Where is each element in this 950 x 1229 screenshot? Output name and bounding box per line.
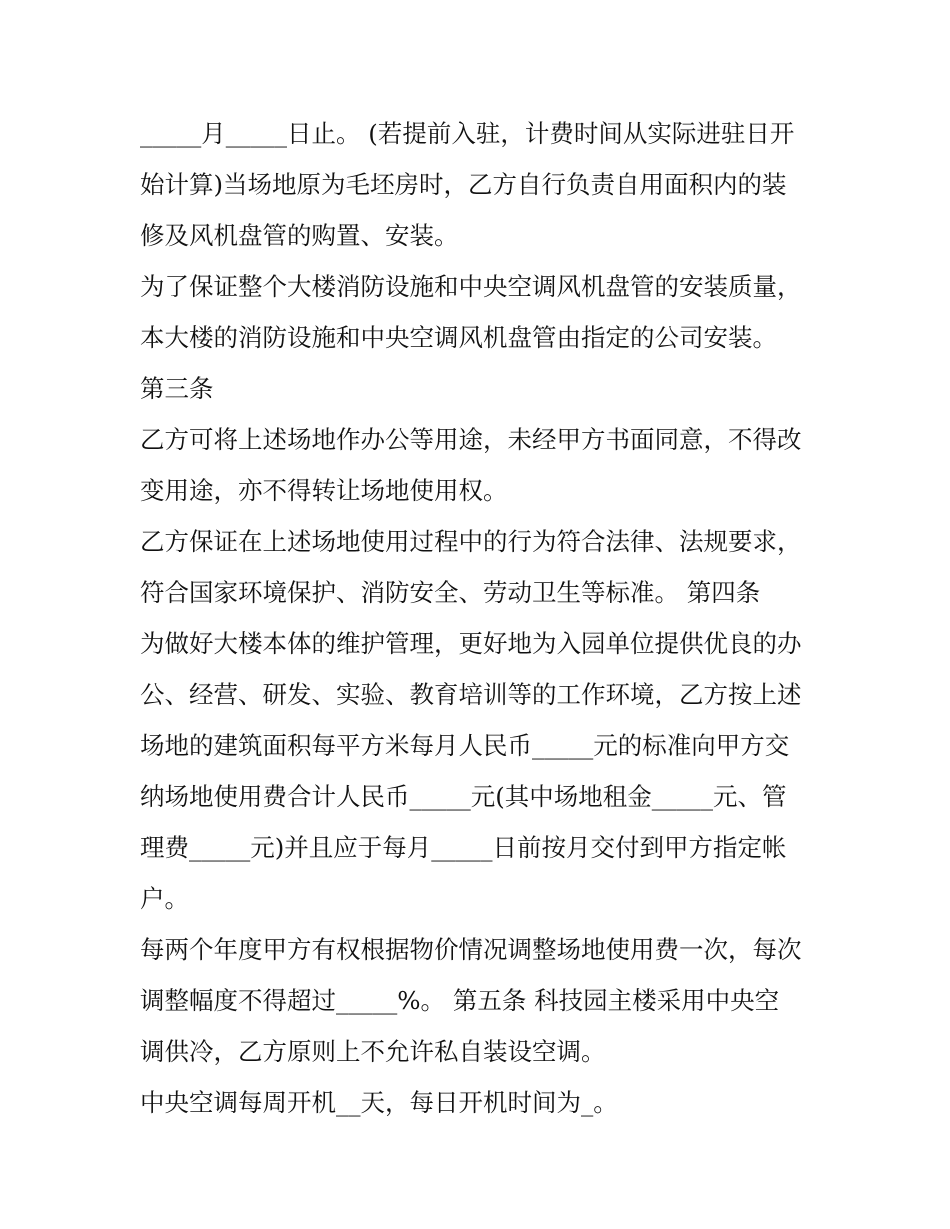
text-line: 乙方保证在上述场地使用过程中的行为符合法律、法规要求， xyxy=(140,527,802,556)
text-line: 为了保证整个大楼消防设施和中央空调风机盘管的安装质量， xyxy=(140,272,802,301)
text-line: 调整幅度不得超过_____%。 第五条 科技园主楼采用中央空 xyxy=(140,986,780,1015)
text-line: 变用途，亦不得转让场地使用权。 xyxy=(140,476,508,505)
text-line: 纳场地使用费合计人民币_____元(其中场地租金_____元、管 xyxy=(140,782,787,811)
text-line: 符合国家环境保护、消防安全、劳动卫生等标准。 第四条 xyxy=(140,578,761,607)
text-line: 场地的建筑面积每平方米每月人民币_____元的标准向甲方交 xyxy=(140,731,790,760)
text-line: 理费_____元)并且应于每月_____日前按月交付到甲方指定帐 xyxy=(140,833,787,862)
text-line: 本大楼的消防设施和中央空调风机盘管由指定的公司安装。 xyxy=(140,323,777,352)
section-heading: 第三条 xyxy=(140,374,214,403)
text-line: 户。 xyxy=(140,884,189,913)
text-line: 乙方可将上述场地作办公等用途，未经甲方书面同意，不得改 xyxy=(140,425,802,454)
text-line: 公、经营、研发、实验、教育培训等的工作环境，乙方按上述 xyxy=(140,680,802,709)
document-body xyxy=(140,108,820,1128)
text-line: 中央空调每周开机__天，每日开机时间为_。 xyxy=(140,1088,618,1117)
text-line: _____月_____日止。 (若提前入驻，计费时间从实际进驻日开 xyxy=(140,119,795,148)
text-line: 为做好大楼本体的维护管理，更好地为入园单位提供优良的办 xyxy=(140,629,802,658)
text-line: 修及风机盘管的购置、安装。 xyxy=(140,221,459,250)
text-line: 调供冷，乙方原则上不允许私自装设空调。 xyxy=(140,1037,606,1066)
text-line: 始计算)当场地原为毛坯房时，乙方自行负责自用面积内的装 xyxy=(140,170,787,199)
text-line: 每两个年度甲方有权根据物价情况调整场地使用费一次，每次 xyxy=(140,935,802,964)
